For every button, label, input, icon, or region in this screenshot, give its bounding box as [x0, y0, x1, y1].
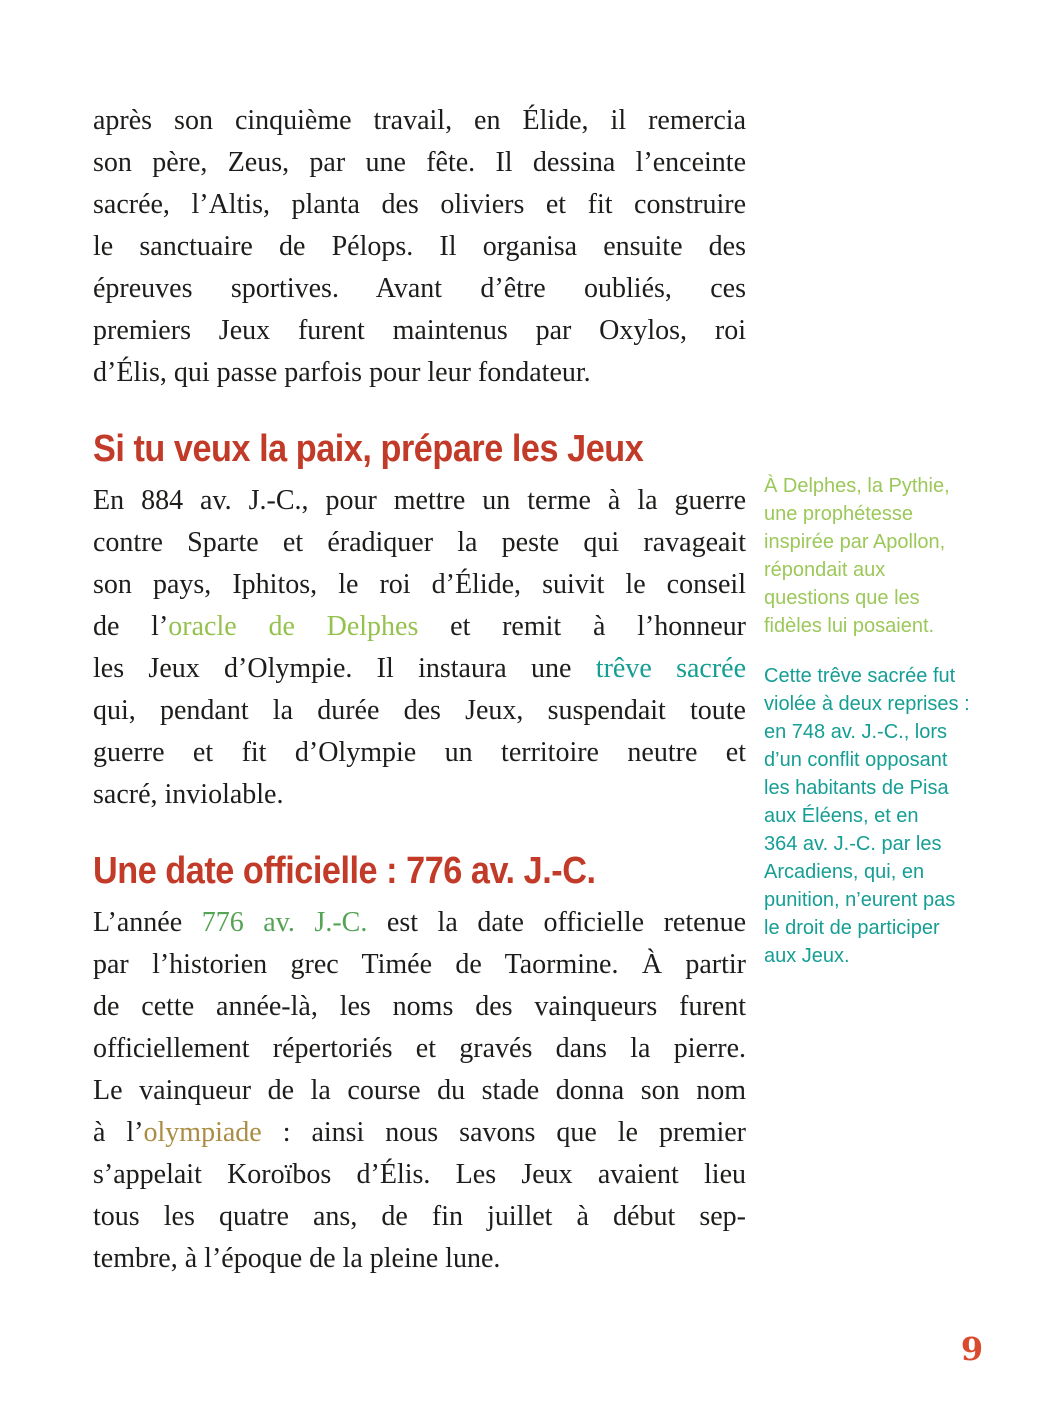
text-line — [764, 690, 1002, 718]
text-line — [93, 100, 746, 142]
text-line — [764, 914, 1002, 942]
text-line — [93, 564, 746, 606]
text-segment: à l’ — [93, 1117, 144, 1148]
text-line — [764, 528, 1002, 556]
text-line — [764, 886, 1002, 914]
text-line — [93, 690, 746, 732]
text-segment: : ainsi nous savons que le premier — [261, 1117, 747, 1148]
text-line — [93, 1196, 746, 1238]
text-segment: tembre, à l’époque de la pleine lune. — [93, 1243, 501, 1274]
text-segment: fidèles lui posaient. — [764, 615, 935, 637]
text-segment: le sanctuaire de Pélops. Il organisa ensuite des — [93, 231, 746, 262]
text-segment: les Jeux d’Olympie. Il instaura une — [93, 653, 596, 684]
text-line — [93, 226, 746, 268]
text-line — [93, 1238, 746, 1280]
paragraph-official-date — [93, 902, 746, 1280]
text-segment: son pays, Iphitos, le roi d’Élide, suivit le conseil — [93, 569, 746, 600]
page-number: 9 — [960, 1330, 984, 1368]
text-line — [764, 942, 1002, 970]
text-line — [764, 500, 1002, 528]
text-segment: est la date officielle retenue — [367, 907, 746, 938]
text-segment: de l’ — [93, 611, 169, 642]
text-segment: violée à deux reprises : — [764, 693, 970, 715]
text-segment: épreuves sportives. Avant d’être oubliés, ces — [93, 273, 746, 304]
section-heading-peace: Si tu veux la paix, prépare les Jeux — [93, 428, 644, 470]
text-segment: en 748 av. J.-C., lors — [764, 721, 948, 743]
text-segment: Cette trêve sacrée fut — [764, 665, 956, 687]
text-segment: sacré, inviolable. — [93, 779, 284, 810]
text-line — [93, 1154, 746, 1196]
highlight-gold: olympiade — [143, 1117, 262, 1148]
paragraph-sacred-truce — [93, 480, 746, 816]
text-line — [93, 310, 746, 352]
text-line — [93, 1028, 746, 1070]
text-line — [764, 858, 1002, 886]
text-line — [764, 718, 1002, 746]
text-line — [93, 1112, 746, 1154]
text-segment: d’un conflit opposant — [764, 749, 948, 771]
text-segment: En 884 av. J.-C., pour mettre un terme à la guerre — [93, 485, 746, 516]
text-segment: aux Jeux. — [764, 945, 850, 967]
text-line — [93, 986, 746, 1028]
text-segment: après son cinquième travail, en Élide, il remercia — [93, 105, 746, 136]
text-segment: son père, Zeus, par une fête. Il dessina l’enceinte — [93, 147, 746, 178]
text-line — [764, 746, 1002, 774]
text-segment: officiellement répertoriés et gravés dans la pierre. — [93, 1033, 746, 1064]
text-line — [93, 606, 746, 648]
sidebar-notes — [764, 472, 1002, 992]
text-line — [764, 584, 1002, 612]
text-segment: s’appelait Koroïbos d’Élis. Les Jeux avaient lieu — [93, 1159, 746, 1190]
text-segment: et remit à l’honneur — [418, 611, 746, 642]
text-segment: tous les quatre ans, de fin juillet à début sep- — [93, 1201, 746, 1232]
text-segment: sacrée, l’Altis, planta des oliviers et fit construire — [93, 189, 746, 220]
text-line — [764, 662, 1002, 690]
text-line — [93, 732, 746, 774]
text-line — [93, 774, 746, 816]
text-segment: questions que les — [764, 587, 920, 609]
sidebar-note-truce-violations — [764, 662, 1002, 970]
highlight-teal: trêve sacrée — [595, 653, 747, 684]
text-line — [93, 480, 746, 522]
text-segment: répondait aux — [764, 559, 886, 581]
text-line — [93, 902, 746, 944]
text-line — [93, 142, 746, 184]
text-line — [764, 802, 1002, 830]
text-segment: Arcadiens, qui, en — [764, 861, 925, 883]
text-segment: qui, pendant la durée des Jeux, suspendait toute — [93, 695, 746, 726]
highlight-green: oracle de Delphes — [168, 611, 419, 642]
text-segment: contre Sparte et éradiquer la peste qui ravageait — [93, 527, 746, 558]
text-segment: inspirée par Apollon, — [764, 531, 946, 553]
text-segment: par l’historien grec Timée de Taormine. À partir — [93, 949, 746, 980]
text-line — [764, 556, 1002, 584]
text-segment: À Delphes, la Pythie, — [764, 475, 950, 497]
text-line — [764, 774, 1002, 802]
highlight-green_dark: 776 av. J.-C. — [201, 907, 368, 938]
text-segment: aux Éléens, et en — [764, 805, 919, 827]
sidebar-note-pythie — [764, 472, 1002, 640]
text-line — [93, 648, 746, 690]
text-segment: les habitants de Pisa — [764, 777, 949, 799]
text-segment: 364 av. J.-C. par les — [764, 833, 942, 855]
main-column — [93, 100, 746, 1280]
text-segment: le droit de participer — [764, 917, 940, 939]
text-line — [764, 472, 1002, 500]
text-line — [93, 522, 746, 564]
text-segment: Le vainqueur de la course du stade donna son nom — [93, 1075, 746, 1106]
text-line — [93, 268, 746, 310]
text-segment: punition, n’eurent pas — [764, 889, 956, 911]
text-segment: guerre et fit d’Olympie un territoire neutre et — [93, 737, 746, 768]
text-line — [93, 352, 746, 394]
text-line — [764, 612, 1002, 640]
text-segment: premiers Jeux furent maintenus par Oxylos, roi — [93, 315, 746, 346]
text-line — [93, 944, 746, 986]
text-segment: d’Élis, qui passe parfois pour leur fondateur. — [93, 357, 591, 388]
text-line — [93, 1070, 746, 1112]
section-heading-official-date: Une date officielle : 776 av. J.-C. — [93, 850, 596, 892]
text-line — [93, 184, 746, 226]
text-segment: L’année — [93, 907, 202, 938]
text-line — [764, 830, 1002, 858]
text-segment: de cette année-là, les noms des vainqueurs furent — [93, 991, 746, 1022]
paragraph-intro — [93, 100, 746, 394]
text-segment: une prophétesse — [764, 503, 914, 525]
